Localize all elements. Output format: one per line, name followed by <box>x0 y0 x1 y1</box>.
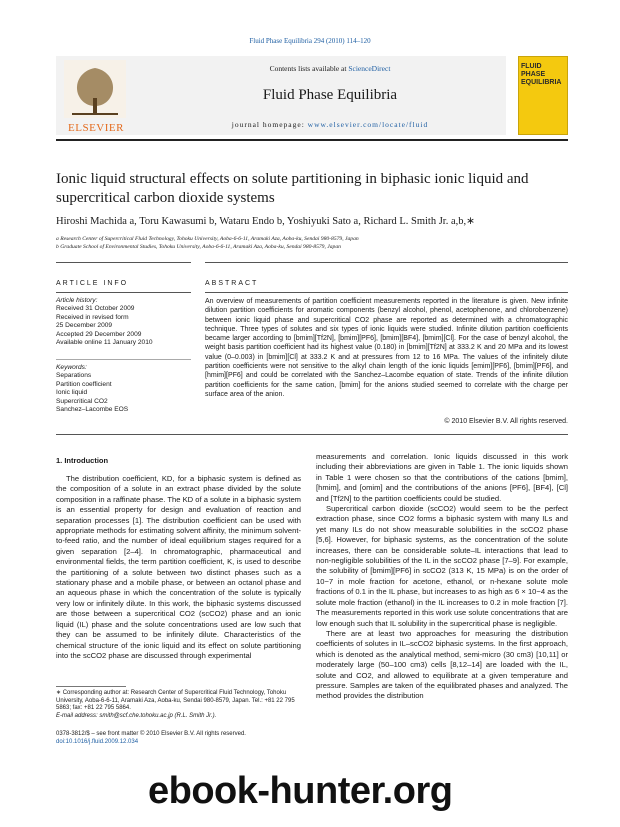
paragraph: There are at least two approaches for measuring the distribution coefficients of solutes in IL–scCO2 biphasic systems. In the first approach, which is denoted as the analytical method, semi-micro (30 cm3) [10,11] or moderately large (50–100 cm3) cells [8,12–14] are loaded with the IL, solute and CO2, and allowed to equilibrate at a given temperature and pressure. Samples are taken of the equilibrated phases and analyzed. The method provides the distribution <box>316 628 568 701</box>
homepage-line <box>160 120 500 129</box>
history-line: Received 31 October 2009 <box>56 305 135 313</box>
info-rule <box>56 292 191 293</box>
contents-prefix: Contents lists available at <box>269 64 349 73</box>
header-divider <box>56 139 568 141</box>
abstract-rule-bottom <box>56 434 568 435</box>
article-title: Ionic liquid structural effects on solute partitioning in biphasic ionic liquid and supercritical carbon dioxide systems <box>56 171 529 206</box>
keywords-block <box>56 364 191 414</box>
affiliation-b: b Graduate School of Environmental Studies, Tohoku University, Aoba-6-6-11, Aramaki Aza, Aoba-ku, Sendai 980-8579, Japan <box>56 244 341 250</box>
paragraph: measurements and correlation. Ionic liquids discussed in this work including their abbreviations are given in Table 1. The ionic liquids shown in Table 1 were chosen so that the contributions of the cations [bmim], [hmim], and [omim] and the contributions of the anions [PF6], [BF4], [Cl] and [Tf2N] to the partition coefficients could be studied. <box>316 452 568 503</box>
keywords-rule <box>56 359 191 360</box>
footnote-corresponding: ∗ Corresponding author at: Research Center of Supercritical Fluid Technology, Tohoku University, Aoba-6-6-11, Aramaki Aza, Aoba-ku, Sendai 980-8579, Japan. Tel.: +81 22 795 5863; fax: +81 22 795 5864. <box>56 690 295 712</box>
author-list: Hiroshi Machida a, Toru Kawasumi b, Wataru Endo b, Yoshiyuki Sato a, Richard L. Smith Jr. a,b,∗ <box>56 216 475 227</box>
history-line: Accepted 29 December 2009 <box>56 330 142 338</box>
intro-right-column <box>316 452 568 702</box>
sciencedirect-link[interactable]: ScienceDirect <box>348 64 391 73</box>
journal-cover-image <box>518 56 568 135</box>
footnote-email[interactable]: E-mail address: smith@scf.che.tohoku.ac.jp (R.L. Smith Jr.). <box>56 713 217 719</box>
homepage-link[interactable]: www.elsevier.com/locate/fluid <box>307 120 429 129</box>
copyright-line: © 2010 Elsevier B.V. All rights reserved. <box>444 418 568 425</box>
issn-line: 0378-3812/$ – see front matter © 2010 Elsevier B.V. All rights reserved. <box>56 731 246 737</box>
section-heading-introduction: 1. Introduction <box>56 456 109 465</box>
history-label: Article history: <box>56 297 98 304</box>
info-rule-top <box>56 262 191 263</box>
paragraph: Supercritical carbon dioxide (scCO2) would seem to be the perfect extraction phase, since CO2 forms a biphasic system with many ILs and yet many ILs do not show measurable solubilities in the scCO2 phase [5,6]. However, for biphasic systems, as the concentration of the solute increases, there can be considerable solute–IL interactions that lead to non-negligible solubilities of the IL in the scCO2 phase [7–9]. For example, the solubility of [bmim][PF6] in scCO2 (313 K, 15 MPa) is on the order of 10−7 in mole fraction for acetone, ethanol, or n-hexane solute mole fractions of 0.1 in the IL phase, but increases to as high as 6 × 10−4 as the solute mole fraction (ethanol) in the IL increases to 0.2 in mole fraction [7]. The measurements reported in this work use solute concentrations that are low enough such that IL solubility in the supercritical phase is negligible. <box>316 504 568 628</box>
history-line: 25 December 2009 <box>56 322 113 330</box>
keyword-item: Separations <box>56 372 92 380</box>
keyword-item: Ionic liquid <box>56 389 88 397</box>
keyword-item: Sanchez–Lacombe EOS <box>56 406 129 414</box>
abstract-rule <box>205 292 568 293</box>
journal-title: Fluid Phase Equilibria <box>262 87 398 103</box>
cover-title: FLUID PHASE EQUILIBRIA <box>521 63 562 86</box>
journal-citation[interactable]: Fluid Phase Equilibria 294 (2010) 114–120 <box>249 37 371 45</box>
publisher-wordmark: ELSEVIER <box>68 122 124 134</box>
abstract-text: An overview of measurements of partition coefficient measurements reported in the literature is given. New infinite dilution partition coefficients for aromatic components (benzyl alcohol, phenol, acetophenone, and chlorobenzene) between ionic liquid phase and supercritical CO2 phase are reported as determined with a chromatographic technique. Three types of solutes and six types of ionic liquids were studied. Infinite dilution partition coefficients became larger according to [bmim][Tf2N], [bmim][PF6], [bmim][BF4], [bmim][Cl]. For the case of benzyl alcohol, the weight basis partition coefficient had its highest value (0.180) in [bmim][Tf2N] at 333.2 K and 20 MPa and its lowest value (0–0.003) in [bmim][Cl] at 333.2 K and at pressures from 12 to 16 MPa. The values of the infinitely dilute partition coefficients were not sensitive to the alkyl chain length of the ionic liquids [emim][PF6], [bmim][PF6], and [hmim][PF6] and could be correlated with the Sanchez–Lacombe equation of state. Trends of the infinite dilution partition coefficients for the same cation, [bmim] for the anions studied seemed to correlate with the charge per surface area of the anion. <box>205 298 568 398</box>
abstract-rule-top <box>205 262 568 263</box>
homepage-prefix: journal homepage: <box>231 120 308 129</box>
intro-left-column <box>56 474 301 661</box>
keyword-item: Supercritical CO2 <box>56 397 108 405</box>
abstract-heading: ABSTRACT <box>205 280 259 287</box>
history-line: Available online 11 January 2010 <box>56 339 153 347</box>
footnote-rule <box>56 686 126 687</box>
article-history <box>56 297 191 347</box>
contents-line <box>180 64 480 73</box>
elsevier-tree-logo <box>64 60 126 130</box>
affiliation-a: a Research Center of Supercritical Fluid Technology, Tohoku University, Aoba-6-6-11, Aramaki Aza, Aoba-ku, Sendai 980-8579, Japan <box>56 236 359 242</box>
article-info-heading: ARTICLE INFO <box>56 280 129 287</box>
history-line: Received in revised form <box>56 313 129 321</box>
paragraph: The distribution coefficient, KD, for a biphasic system is defined as the composition of a solute in an extract phase divided by the solute composition in a raffinate phase. The KD of a solute in a biphasic system is an essential property for design and evaluation of reaction and separation processes [1]. The distribution coefficient can be used with appropriate methods for estimating solvent affinity, the minimum solvent-to-feed ratio, and the number of ideal equilibrium stages required for a given separation [2–4]. In chromatographic, pharmaceutical and environmental fields, the term partition coefficient, K, is used to describe the partitioning of a solute between two distinct phases such as a stationary phase and a mobile phase, or between an octanol phase and an aqueous phase in which the concentration of the solute is typically very low or infinitely dilute. In this work, the biphasic systems discussed are those between a supercritical CO2 (scCO2) phase and an ionic liquid (IL) phase and the solute concentrations used are low such that they can be assumed to be infinitely dilute. Characteristics of the chemical structure of the ionic liquid and its effect on solute partitioning into the scCO2 phase are discussed through experimental <box>56 474 301 660</box>
watermark-text: ebook-hunter.org <box>148 770 453 812</box>
keyword-item: Partition coefficient <box>56 380 112 388</box>
keywords-label: Keywords: <box>56 364 87 371</box>
doi-link[interactable]: doi:10.1016/j.fluid.2009.12.034 <box>56 739 139 745</box>
